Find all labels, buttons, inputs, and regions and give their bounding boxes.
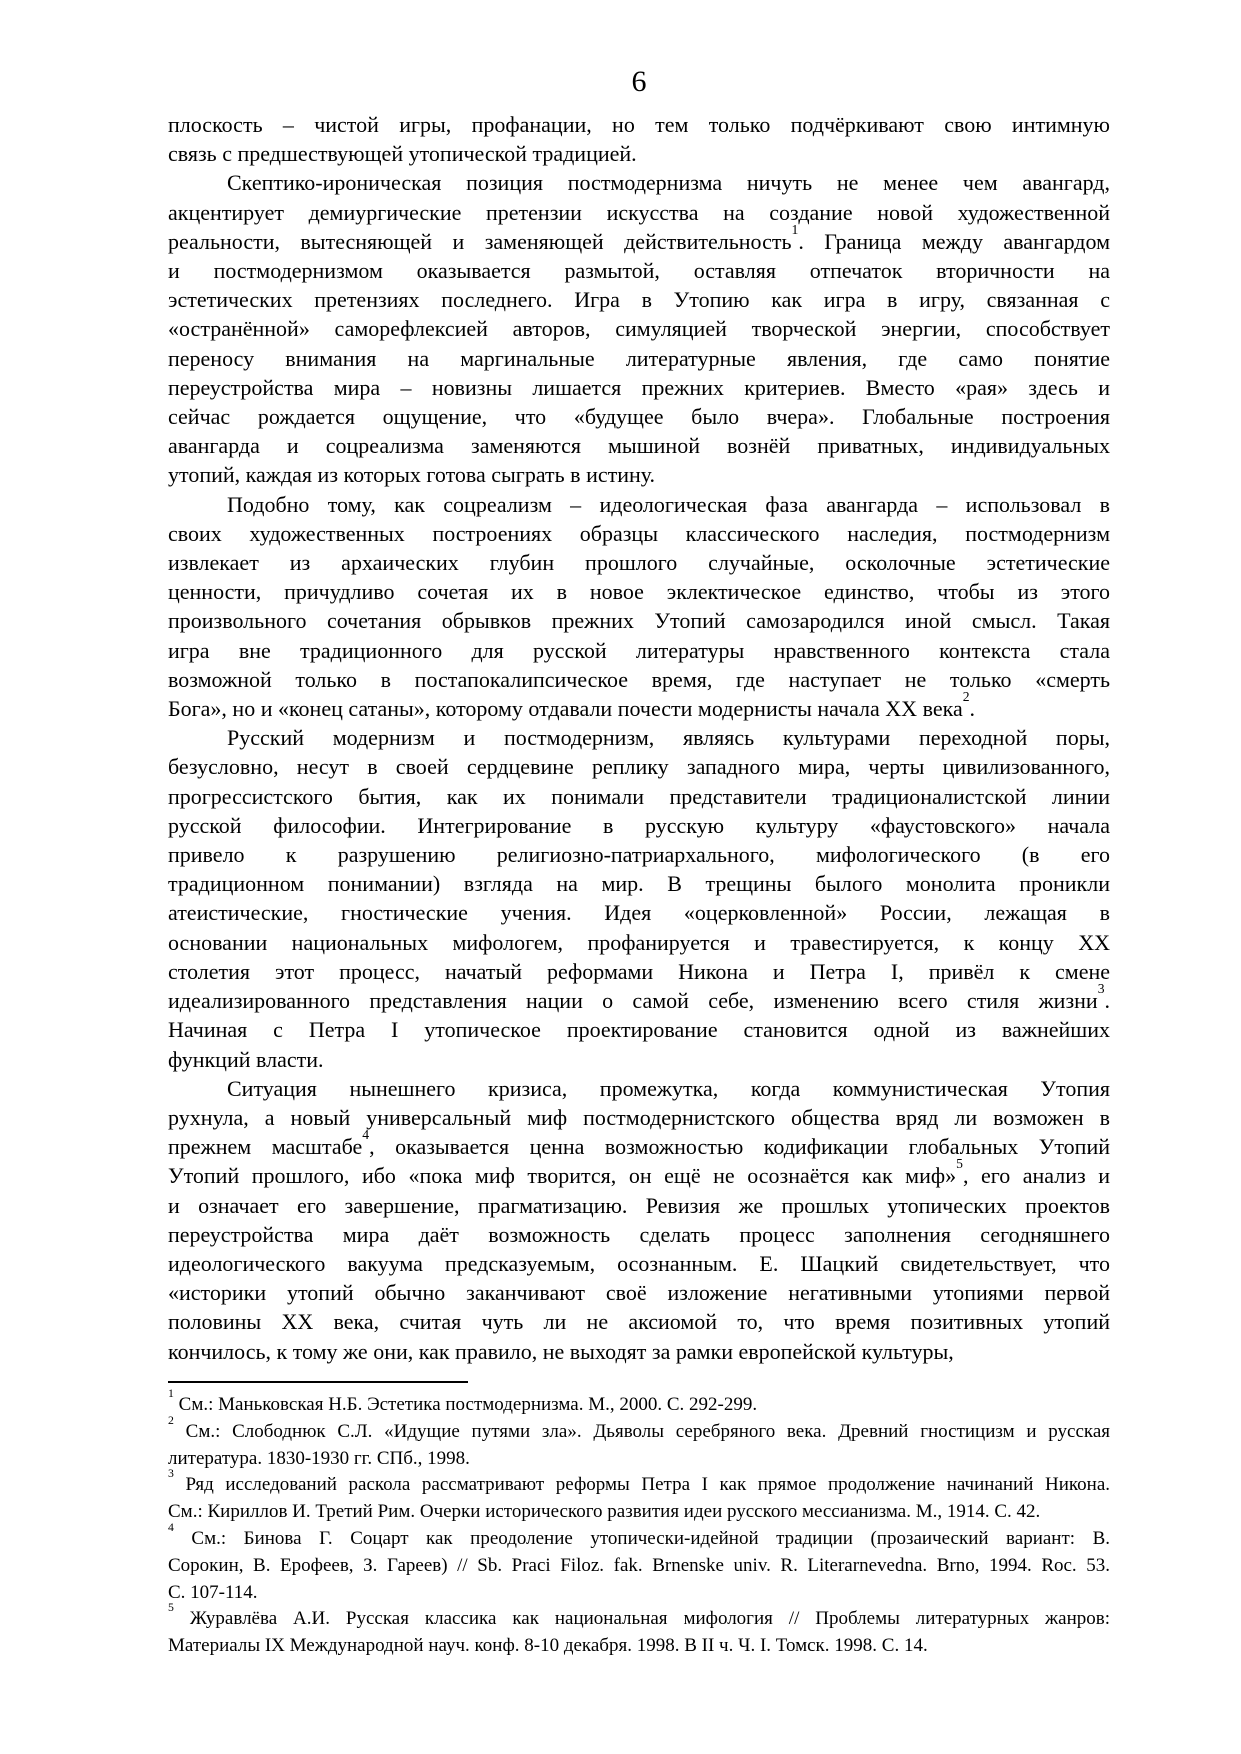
body-line: переустройства мира даёт возможность сделать процесс заполнения сегодняшнего [168,1221,1110,1247]
body-line: «историки утопий обычно заканчивают своё изложение негативными утопиями первой [168,1280,1110,1306]
body-line: и означает его завершение, прагматизацию. Ревизия же прошлых утопических проектов [168,1192,1110,1218]
paragraph [168,1074,1110,1366]
footnote-separator [168,1381,468,1383]
body-line: русской философии. Интегрирование в русскую культуру «фаустовского» начала [168,812,1110,838]
paragraph [168,490,1110,724]
footnote-line: См.: Кириллов И. Третий Рим. Очерки исторического развития идеи русского мессианизма. М., 1914. С. 42. [168,1501,1041,1523]
footnote-line: $^3$ Ряд исследований раскола рассматривают реформы Петра I как прямое продолжение начинаний Никона. [168,1467,1111,1496]
footnote-line: $^5$ Журавлёва А.И. Русская классика как национальная мифология // Проблемы литературных жанров: [168,1601,1110,1630]
footnote-ref-5: 5 [956,1156,963,1172]
footnote-ref-4: 4 [362,1126,370,1142]
footnote-1 [168,1386,1110,1419]
footnote-3 [168,1467,1111,1526]
body-line: возможной только в постапокалипсическое время, где наступает не только «смерть [168,666,1110,692]
paragraph [168,110,1110,168]
body-line: атеистические, гностические учения. Идея «оцерковленной» России, лежащая в [168,900,1110,926]
paragraph [168,723,1110,1073]
body-line: половины XX века, считая чуть ли не аксиомой то, что время позитивных утопий [168,1309,1110,1335]
body-line: «остранённой» саморефлексией авторов, симуляцией творческой энергии, способствует [168,316,1110,342]
body-line: реальности, вытесняющей и заменяющей действительность$^1$. Граница между авангардом [168,221,1110,254]
body-line: плоскость – чистой игры, профанации, но тем только подчёркивают свою интимную [168,112,1110,137]
footnote-number: 2 [168,1413,174,1427]
body-line: своих художественных построениях образцы классического наследия, постмодернизм [168,520,1110,546]
body-line: прежнем масштабе$^4$, оказывается ценна возможностью кодификации глобальных Утопий [168,1126,1110,1160]
body-line: идеализированного представления нации о самой себе, изменению всего стиля жизни$^3$. [168,980,1110,1014]
footnote-number: 4 [168,1520,174,1534]
body-line: Русский модернизм и постмодернизм, являясь культурами переходной поры, [227,725,1110,751]
body-line: функций власти. [168,1046,324,1072]
footnote-ref-3: 3 [1097,980,1105,996]
body-line: и постмодернизмом оказывается размытой, оставляя отпечаток вторичности на [168,258,1110,284]
body-line: переустройства мира – новизны лишается прежних критериев. Вместо «рая» здесь и [168,374,1110,400]
page-number: 6 [631,65,647,98]
body-line: традиционном понимании) взгляда на мир. В трещины былого монолита проникли [168,871,1110,897]
footnote-line: $^1$ См.: Маньковская Н.Б. Эстетика постмодернизма. М., 2000. С. 292-299. [168,1386,758,1415]
body-line: эстетических претензиях последнего. Игра в Утопию как игра в игру, связанная с [168,287,1110,313]
body-line: безусловно, несут в своей сердцевине реплику западного мира, черты цивилизованного, [168,754,1110,780]
footnote-number: 3 [168,1467,174,1481]
footnote-4 [168,1520,1111,1606]
footnote-line: $^2$ См.: Слободнюк С.Л. «Идущие путями зла». Дьяволы серебряного века. Древний гностицизм и русская [168,1413,1111,1442]
footnote-number: 5 [168,1601,174,1615]
body-line: авангарда и соцреализма заменяются мышиной вознёй приватных, индивидуальных [168,433,1110,459]
body-text [168,110,1110,1366]
footnote-number: 1 [168,1386,174,1400]
footnote-line: Сорокин, В. Ерофеев, З. Гареев) // Sb. Praci Filoz. fak. Brnenske univ. R. Literarnevedna. Brno, 1994. Roc. 53. [168,1554,1110,1576]
footnote-2 [168,1413,1111,1473]
body-line: сейчас рождается ощущение, что «будущее было вчера». Глобальные построения [168,404,1110,430]
body-line: произвольного сочетания обрывков прежних Утопий самозародился иной смысл. Такая [168,608,1110,634]
footnotes-block [168,1386,1111,1660]
body-line: Подобно тому, как соцреализм – идеологическая фаза авангарда – использовал в [227,491,1110,517]
body-line: Утопий прошлого, ибо «пока миф творится, он ещё не осознаётся как миф»$^5$, его анализ и [168,1156,1111,1189]
footnote-line: литература. 1830-1930 гг. СПб., 1998. [168,1447,470,1469]
body-line: привело к разрушению религиозно-патриархального, мифологического (в его [168,842,1110,868]
body-line: связь с предшествующей утопической традицией. [168,141,637,167]
body-line: столетия этот процесс, начатый реформами Никона и Петра I, привёл к смене [168,958,1110,984]
body-line: Начиная с Петра I утопическое проектирование становится одной из важнейших [168,1017,1110,1043]
body-line: извлекает из архаических глубин прошлого случайные, осколочные эстетические [168,550,1110,576]
footnote-ref-1: 1 [791,221,799,237]
body-line: прогрессистского бытия, как их понимали представители традиционалистской линии [168,783,1110,809]
body-line: рухнула, а новый универсальный миф постмодернистского общества вряд ли возможен в [168,1104,1110,1130]
footnote-line: Материалы IX Международной науч. конф. 8-10 декабря. 1998. В II ч. Ч. I. Томск. 1998. С. 14. [168,1635,928,1657]
body-line: Скептико-ироническая позиция постмодернизма ничуть не менее чем авангард, [227,170,1110,196]
footnote-ref-2: 2 [962,688,970,704]
body-line: Бога», но и «конец сатаны», которому отдавали почести модернисты начала XX века$^2$. [168,688,976,722]
body-line: игра вне традиционного для русской литературы нравственного контекста стала [168,637,1110,663]
body-line: ценности, причудливо сочетая их в новое эклектическое единство, чтобы из этого [168,579,1110,605]
body-line: кончилось, к тому же они, как правило, не выходят за рамки европейской культуры, [168,1338,954,1364]
body-line: утопий, каждая из которых готова сыграть в истину. [168,462,656,488]
body-line: переносу внимания на маргинальные литературные явления, где само понятие [168,345,1110,371]
footnote-line: $^4$ См.: Бинова Г. Соцарт как преодоление утопически-идейной традиции (прозаический вариант: В. [168,1520,1111,1549]
body-line: акцентирует демиургические претензии искусства на создание новой художественной [168,199,1110,225]
body-line: идеологического вакуума предсказуемым, осознанным. Е. Шацкий свидетельствует, что [168,1250,1110,1276]
footnote-line: С. 107-114. [168,1581,258,1603]
footnote-5 [168,1601,1110,1660]
paragraph [168,168,1110,489]
body-line: основании национальных мифологем, профанируется и травестируется, к концу XX [168,929,1110,955]
body-line: Ситуация нынешнего кризиса, промежутка, когда коммунистическая Утопия [227,1075,1110,1101]
